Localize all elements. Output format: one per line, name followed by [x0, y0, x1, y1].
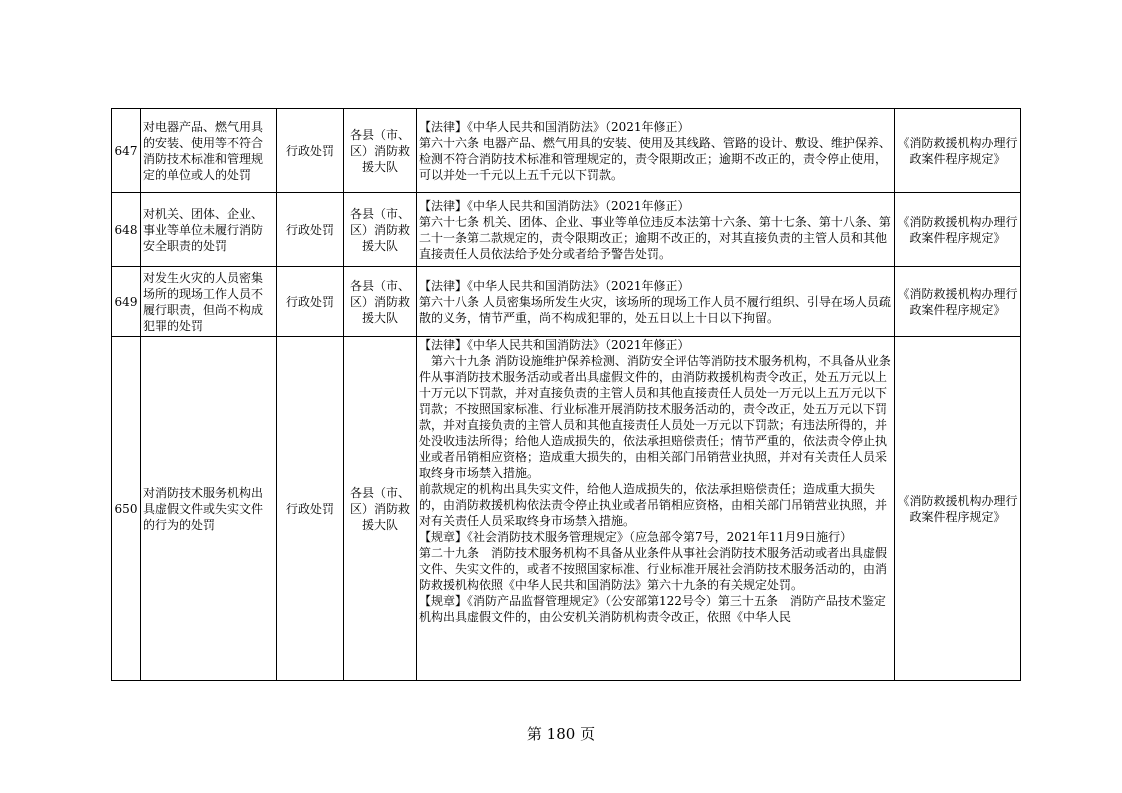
legal-basis: [417, 109, 895, 193]
table-row: [112, 267, 1021, 337]
penalty-item: 对电器产品、燃气用具的安装、使用等不符合消防技术标准和管理规定的单位或人的处罚: [141, 109, 277, 193]
table-row: [112, 193, 1021, 267]
row-number: 649: [112, 267, 141, 337]
penalty-item: 对发生火灾的人员密集场所的现场工作人员不履行职责，但尚不构成犯罪的处罚: [141, 267, 277, 337]
penalty-type: 行政处罚: [277, 193, 344, 267]
enforcement-unit: 各县（市、区）消防救援大队: [344, 193, 417, 267]
basis-line: 第二十九条 消防技术服务机构不具备从业条件从事社会消防技术服务活动或者出具虚假文件、失实文件的，或者不按照国家标准、行业标准开展社会消防技术服务活动的，由消防救援机构依照《中华人民共和国消防法》第六十九条的有关规定处罚。: [419, 546, 888, 592]
basis-line: 前款规定的机构出具失实文件，给他人造成损失的，依法承担赔偿责任；造成重大损失的，由消防救援机构依法责令停止执业或者吊销相应资格，由相关部门吊销营业执照，并对有关责任人员采取终身市场禁入措施。: [419, 482, 888, 528]
page-number: 第 180 页: [526, 725, 596, 743]
penalty-table: [111, 108, 1021, 681]
basis-line: 【法律】《中华人民共和国消防法》（2021年修正）: [419, 198, 690, 213]
procedure-rule: 《消防救援机构办理行政案件程序规定》: [895, 337, 1021, 681]
basis-line: 【法律】《中华人民共和国消防法》（2021年修正）: [419, 278, 690, 293]
table-row: [112, 337, 1021, 681]
penalty-type: 行政处罚: [277, 267, 344, 337]
penalty-item: 对消防技术服务机构出具虚假文件或失实文件的行为的处罚: [141, 337, 277, 681]
basis-line: 【法律】《中华人民共和国消防法》（2021年修正）: [419, 119, 690, 134]
table-row: [112, 109, 1021, 193]
basis-line: 【规章】《消防产品监督管理规定》（公安部第122号令）第三十五条 消防产品技术鉴定机构出具虚假文件的，由公安机关消防机构责令改正，依照《中华人民: [419, 594, 886, 624]
legal-basis: [417, 193, 895, 267]
enforcement-unit: 各县（市、区）消防救援大队: [344, 109, 417, 193]
basis-line: 第六十七条 机关、团体、企业、事业等单位违反本法第十六条、第十七条、第十八条、第二十一条第二款规定的，责令限期改正；逾期不改正的，对其直接负责的主管人员和其他直接责任人员依法给予处分或者给予警告处罚。: [419, 214, 891, 261]
basis-line: 【法律】《中华人民共和国消防法》（2021年修正）: [419, 338, 690, 352]
penalty-type: 行政处罚: [277, 337, 344, 681]
legal-basis: [417, 337, 895, 681]
penalty-type: 行政处罚: [277, 109, 344, 193]
row-number: 648: [112, 193, 141, 267]
procedure-rule: 《消防救援机构办理行政案件程序规定》: [895, 267, 1021, 337]
basis-line: 【规章】《社会消防技术服务管理规定》（应急部令第7号，2021年11月9日施行）: [419, 530, 853, 544]
enforcement-unit: 各县（市、区）消防救援大队: [344, 337, 417, 681]
row-number: 647: [112, 109, 141, 193]
enforcement-unit: 各县（市、区）消防救援大队: [344, 267, 417, 337]
basis-line: 第六十九条 消防设施维护保养检测、消防安全评估等消防技术服务机构，不具备从业条件从事消防技术服务活动或者出具虚假文件的，由消防救援机构责令改正，处五万元以上十万元以下罚款，并对直接负责的主管人员和其他直接责任人员处一万元以上五万元以下罚款；不按照国家标准、行业标准开展消防技术服务活动的，责令改正，处五万元以下罚款，并对直接负责的主管人员和其他直接责任人员处一万元以下罚款；有违法所得的，并处没收违法所得；给他人造成损失的，依法承担赔偿责任；情节严重的，依法责令停止执业或者吊销相应资格；造成重大损失的，由相关部门吊销营业执照，并对有关责任人员采取终身市场禁入措施。: [419, 354, 891, 480]
procedure-rule: 《消防救援机构办理行政案件程序规定》: [895, 109, 1021, 193]
row-number: 650: [112, 337, 141, 681]
procedure-rule: 《消防救援机构办理行政案件程序规定》: [895, 193, 1021, 267]
basis-line: 第六十六条 电器产品、燃气用具的安装、使用及其线路、管路的设计、敷设、维护保养、检测不符合消防技术标准和管理规定的，责令限期改正；逾期不改正的，责令停止使用，可以并处一千元以上五千元以下罚款。: [419, 135, 891, 182]
basis-line: 第六十八条 人员密集场所发生火灾，该场所的现场工作人员不履行组织、引导在场人员疏散的义务，情节严重，尚不构成犯罪的，处五日以上十日以下拘留。: [419, 294, 891, 325]
penalty-item: 对机关、团体、企业、事业等单位未履行消防安全职责的处罚: [141, 193, 277, 267]
legal-basis: [417, 267, 895, 337]
